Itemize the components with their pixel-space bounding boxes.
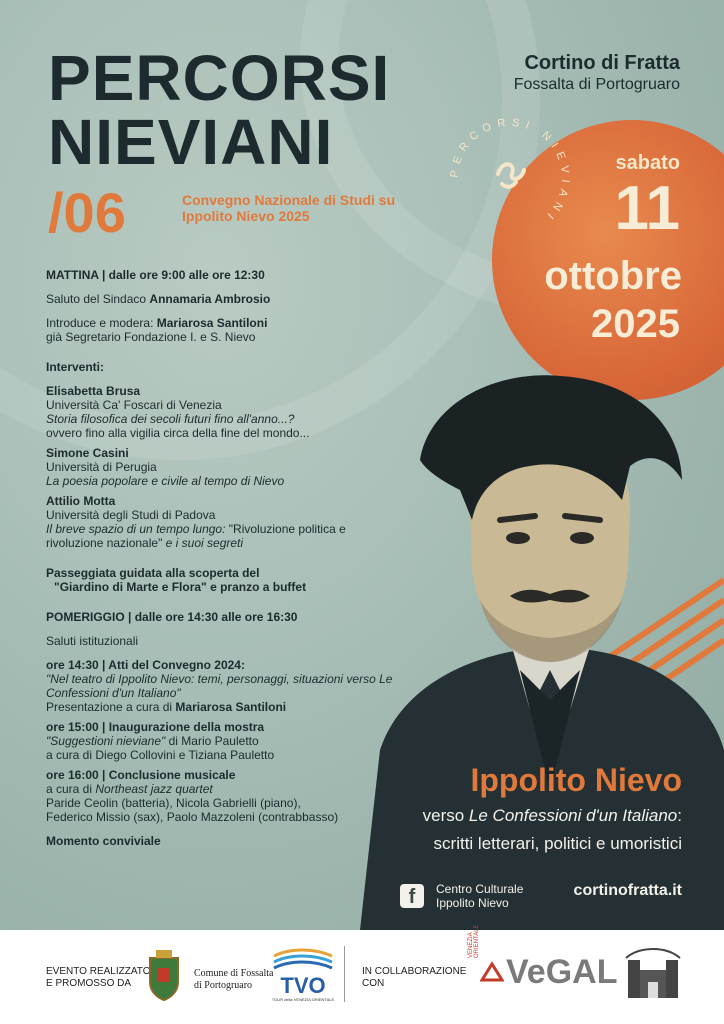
moderator-role: già Segretario Fondazione I. e S. Nievo bbox=[46, 330, 256, 344]
session-3-members: Paride Ceolin (batteria), Nicola Gabrielli (piano), Federico Missio (sax), Paolo Mazzoleni (contrabbasso) bbox=[46, 796, 339, 824]
website-link[interactable]: cortinofratta.it bbox=[573, 882, 682, 899]
footer-sponsors bbox=[0, 924, 724, 1024]
ring-text: PERCORSI NIEVIANI bbox=[448, 116, 572, 226]
moderator: Introduce e modera: Mariarosa Santiloni bbox=[46, 316, 268, 330]
talk-title: Il breve spazio di un tempo lungo: "Rivoluzione politica e rivoluzione nazionale" e i suoi segreti bbox=[46, 522, 346, 550]
date-number: 11 bbox=[614, 174, 680, 243]
title-line-2: NIEVIANI bbox=[48, 106, 334, 178]
walk-line-2: "Giardino di Marte e Flora" e pranzo a buffet bbox=[54, 580, 307, 594]
tvo-subtext: TOUR della VENEZIA ORIENTALE bbox=[271, 997, 335, 1002]
location-sub: Fossalta di Portogruaro bbox=[513, 76, 680, 93]
title-line-1: PERCORSI bbox=[48, 42, 391, 114]
speaker-affiliation: Università degli Studi di Padova bbox=[46, 508, 216, 522]
percorsi-ring-logo bbox=[440, 108, 580, 248]
vegal-logo-text: VeGAL bbox=[506, 953, 618, 991]
afternoon-heading: POMERIGGIO | dalle ore 14:30 alle ore 16:30 bbox=[46, 610, 298, 624]
comune-crest-icon bbox=[144, 948, 184, 1004]
svg-text:PERCORSI NIEVIANI bbox=[449, 117, 572, 226]
edition-number: /06 bbox=[48, 181, 126, 244]
facebook-page[interactable]: Centro Culturale Ippolito Nievo bbox=[436, 882, 524, 910]
talk-title-extra: ovvero fino alla vigilia circa della fine del mondo... bbox=[46, 426, 310, 440]
session-1-presenter: Presentazione a cura di Mariarosa Santiloni bbox=[46, 700, 287, 714]
speaker-affiliation: Università Ca' Foscari di Venezia bbox=[46, 398, 222, 412]
speaker-name: Attilio Motta bbox=[46, 494, 116, 508]
promoted-by-label: EVENTO REALIZZATO E PROMOSSO DA bbox=[46, 966, 151, 989]
date-day: sabato bbox=[615, 152, 680, 174]
talk-title: La poesia popolare e civile al tempo di Nievo bbox=[46, 474, 285, 488]
location-main: Cortino di Fratta bbox=[524, 52, 680, 74]
session-2-curators: a cura di Diego Collovini e Tiziana Pauletto bbox=[46, 748, 275, 762]
session-1-title: "Nel teatro di Ippolito Nievo: temi, personaggi, situazioni verso Le Confessioni d'un Italiano" bbox=[46, 672, 393, 700]
session-1-heading: ore 14:30 | Atti del Convegno 2024: bbox=[46, 658, 245, 672]
event-subtitle: Convegno Nazionale di Studi su Ippolito Nievo 2025 bbox=[182, 192, 396, 224]
collaboration-label: IN COLLABORAZIONE CON bbox=[362, 966, 467, 989]
tvo-text: TVO bbox=[280, 973, 326, 998]
date-month: ottobre bbox=[544, 254, 682, 298]
closing-moment: Momento conviviale bbox=[46, 834, 161, 848]
speaker-affiliation: Università di Perugia bbox=[46, 460, 157, 474]
feature-line-2: scritti letterari, politici e umoristici bbox=[433, 834, 682, 853]
facebook-icon[interactable]: f bbox=[400, 884, 424, 908]
talks-heading: Interventi: bbox=[46, 360, 105, 374]
speaker-name: Simone Casini bbox=[46, 446, 129, 460]
castle-logo-icon bbox=[622, 946, 684, 1004]
feature-line-1: verso Le Confessioni d'un Italiano: bbox=[422, 806, 682, 825]
session-2-heading: ore 15:00 | Inaugurazione della mostra bbox=[46, 720, 265, 734]
comune-name: Comune di Fossalta di Portogruaro bbox=[194, 968, 274, 991]
speaker-name: Elisabetta Brusa bbox=[46, 384, 141, 398]
walk-line-1: Passeggiata guidata alla scoperta del bbox=[46, 566, 260, 580]
featured-name: Ippolito Nievo bbox=[470, 762, 682, 798]
mayor-greeting: Saluto del Sindaco Annamaria Ambrosio bbox=[46, 292, 271, 306]
talk-title: Storia filosofica dei secoli futuri fino all'anno...? bbox=[46, 412, 295, 426]
program-list bbox=[46, 268, 396, 848]
date-year: 2025 bbox=[591, 302, 680, 346]
institutional-greetings: Saluti istituzionali bbox=[46, 634, 139, 648]
tvo-waves-icon bbox=[270, 948, 336, 970]
session-2-title: "Suggestioni nieviane" di Mario Pauletto bbox=[46, 734, 259, 748]
session-3-heading: ore 16:00 | Conclusione musicale bbox=[46, 768, 236, 782]
vegal-side-text: VENEZIA ORIENTALE bbox=[468, 924, 480, 958]
footer-divider bbox=[344, 946, 345, 1002]
vegal-mark-icon bbox=[480, 960, 504, 984]
tvo-logo bbox=[270, 948, 336, 1008]
session-3-group: a cura di Northeast jazz quartet bbox=[46, 782, 213, 796]
morning-heading: MATTINA | dalle ore 9:00 alle ore 12:30 bbox=[46, 268, 265, 282]
monogram-icon bbox=[498, 164, 524, 187]
